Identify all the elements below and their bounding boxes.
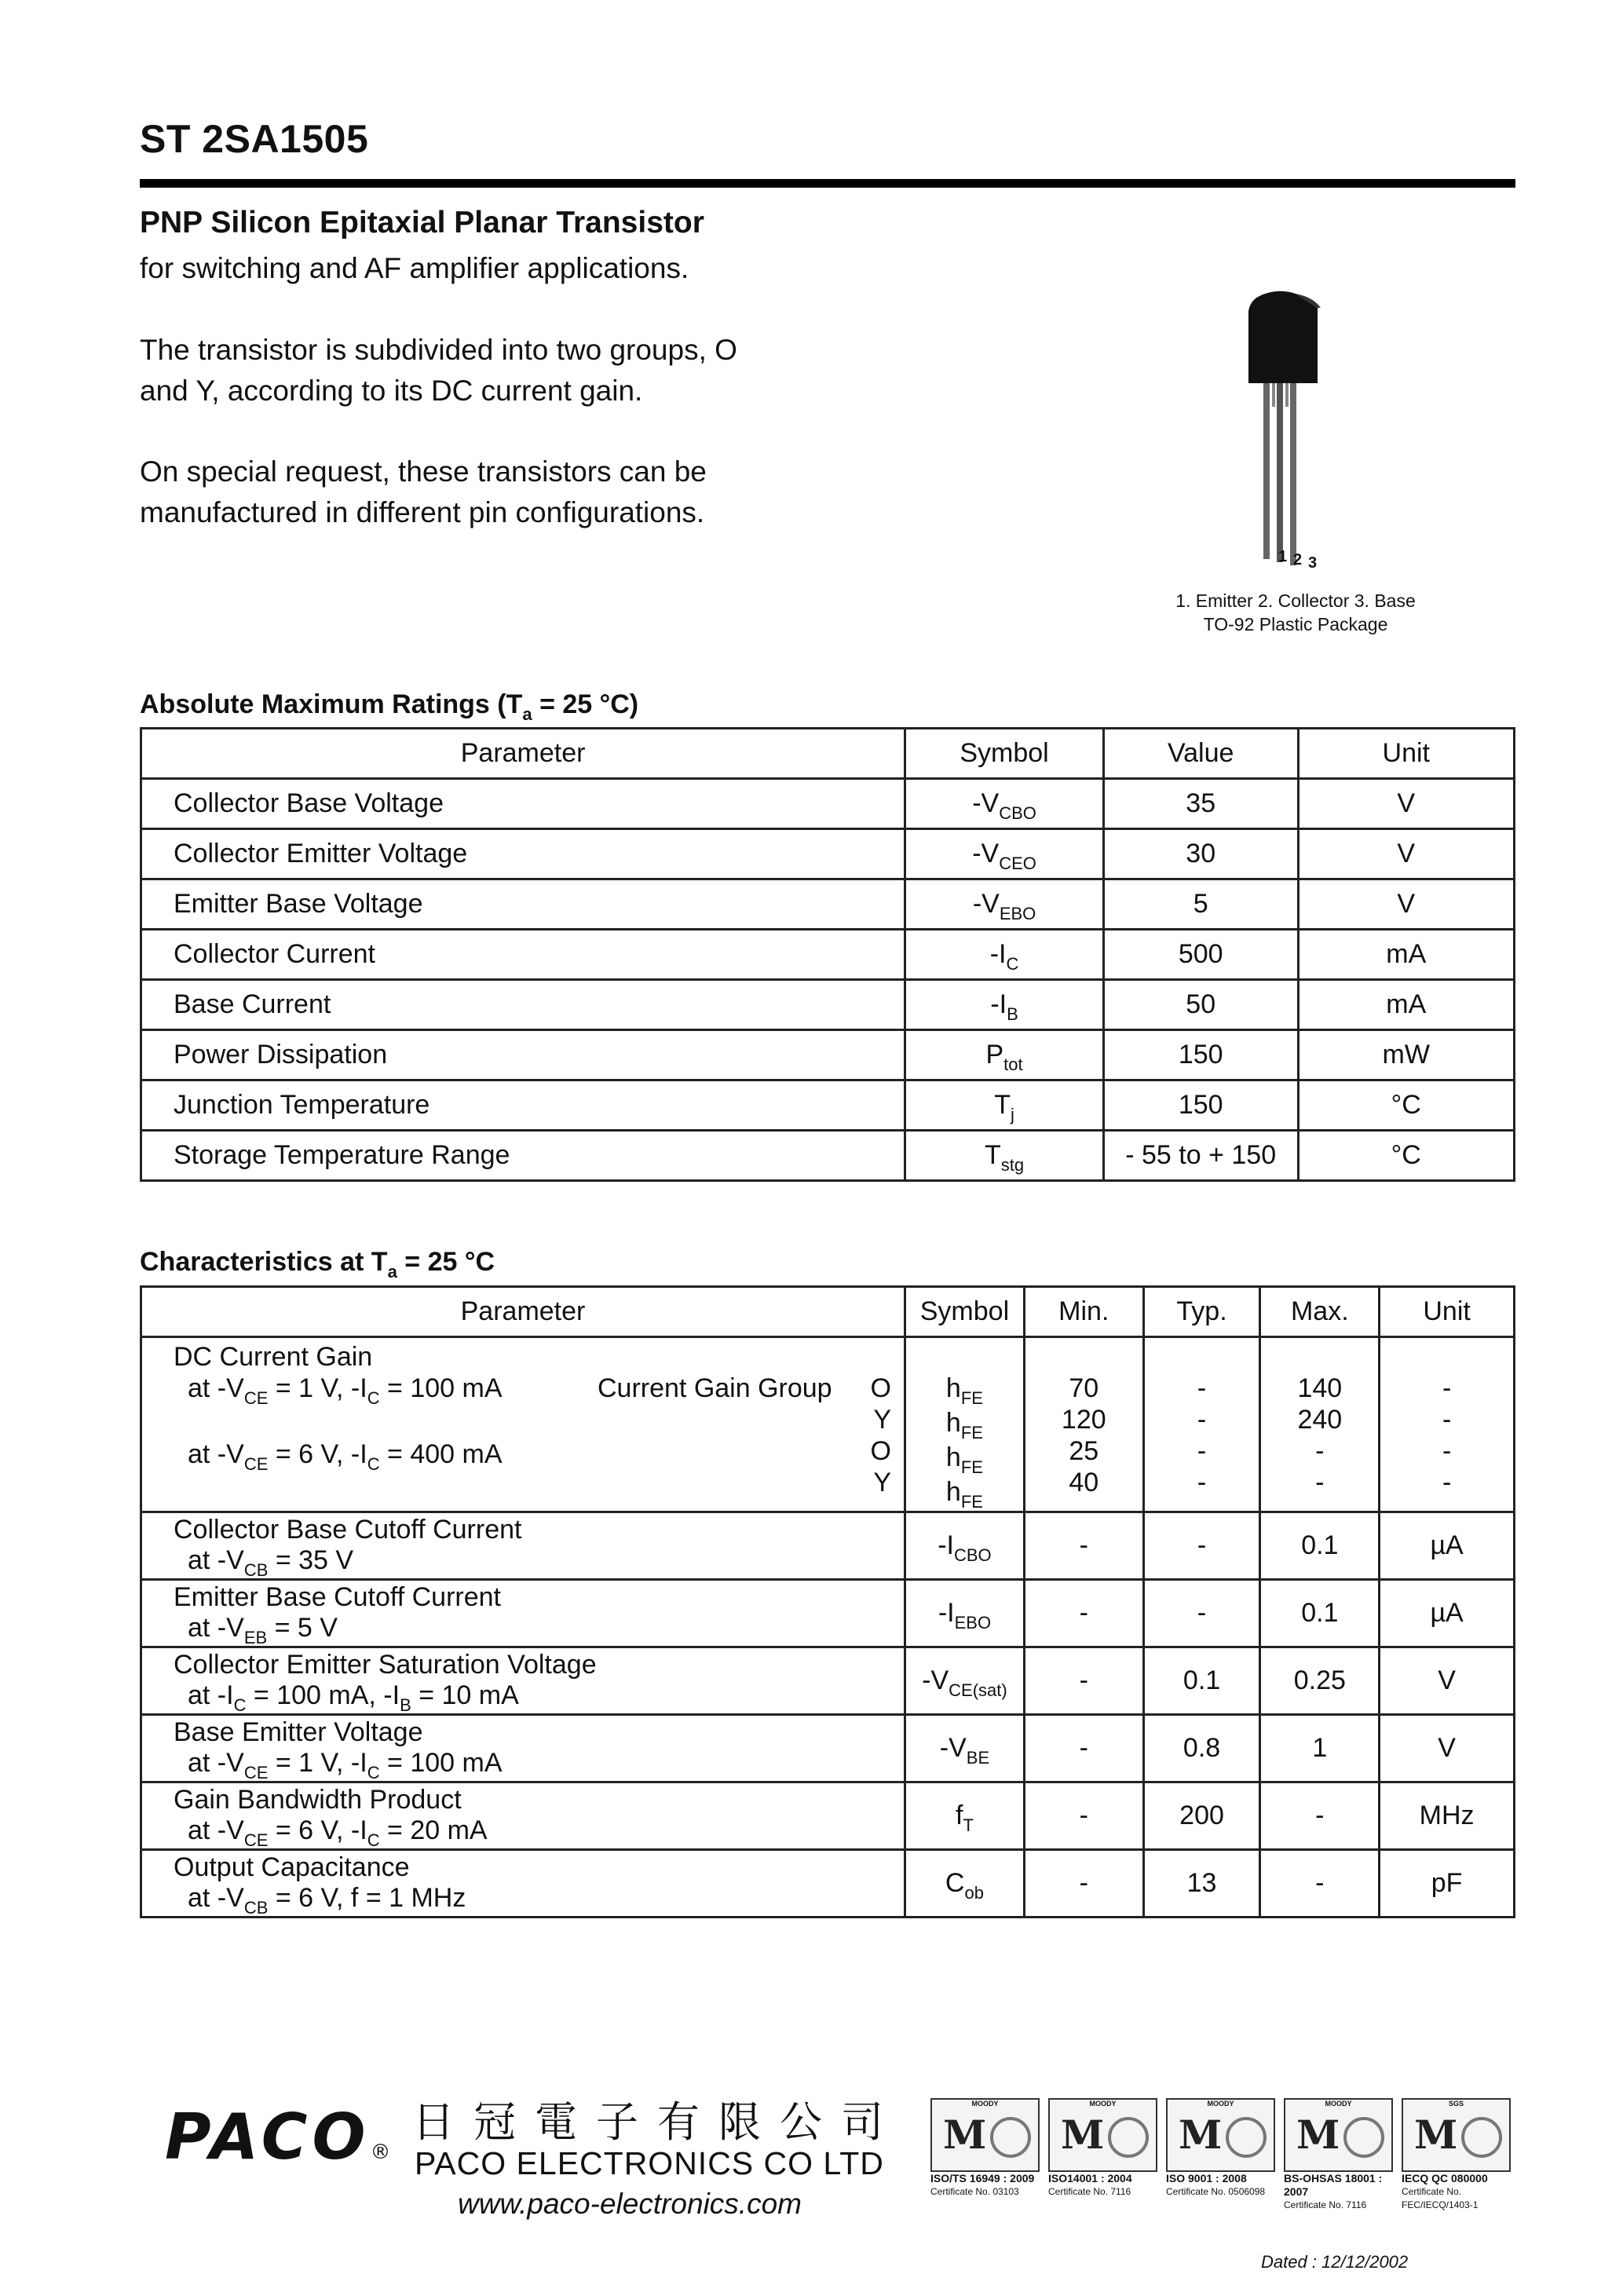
certification-badge: MOODY M ISO 9001 : 2008 Certificate No. 0506098 [1166,2098,1284,2199]
groups-line-2: and Y, according to its DC current gain. [140,375,643,407]
dc-gain-symbol: $h_{FE}$ $h_{FE}$ $h_{FE}$ $h_{FE}$ [905,1337,1025,1512]
characteristics-header-cell: Parameter [141,1287,905,1337]
characteristic-unit: pF [1380,1850,1515,1918]
rating-value: - 55 to + 150 [1103,1131,1298,1181]
characteristic-max: 0.25 [1260,1647,1380,1715]
rating-value: 50 [1103,980,1298,1030]
characteristic-min: - [1024,1580,1143,1647]
rating-value: 150 [1103,1080,1298,1131]
characteristics-header-cell: Unit [1380,1287,1515,1337]
characteristic-typ: 0.8 [1143,1715,1260,1782]
ratings-header-cell: Unit [1298,729,1515,779]
gain-group-label: Current Gain Group [598,1373,832,1403]
rating-unit: °C [1298,1131,1515,1181]
paco-logo: PACO® [165,2100,391,2174]
rating-parameter: Emitter Base Voltage [141,879,905,930]
characteristic-symbol: $-V_{BE}$ [905,1715,1025,1782]
characteristics-header-cell: Max. [1260,1287,1380,1337]
characteristics-row [141,1580,1515,1647]
title-rule [140,179,1515,188]
pin-1-label: 1 [1278,548,1288,565]
dc-gain-max: 140 240 - - [1260,1337,1380,1512]
characteristics-header-cell: Min. [1024,1287,1143,1337]
characteristics-header-cell: Symbol [905,1287,1025,1337]
chinese-company-name: 日冠電子有限公司 [412,2097,902,2147]
characteristic-min: - [1024,1647,1143,1715]
pin-config-line-2: manufactured in different pin configurations. [140,496,705,528]
ratings-row [141,829,1515,879]
rating-parameter: Base Current [141,980,905,1030]
rating-symbol: $-I_C$ [905,930,1104,980]
pin-2-label: 2 [1293,551,1303,569]
ratings-row [141,1030,1515,1080]
characteristics-row [141,1715,1515,1782]
characteristic-parameter: Gain Bandwidth Product at $-V_{CE} = 6$ V, $-I_C = 20$ mA [141,1782,905,1850]
characteristic-typ: 200 [1143,1782,1260,1850]
ratings-header-cell: Symbol [905,729,1104,779]
company-website: www.paco-electronics.com [458,2188,802,2220]
characteristics-row [141,1850,1515,1918]
svg-text:M: M [1179,2111,1223,2158]
rating-symbol: $-V_{CBO}$ [905,779,1104,829]
ratings-table [140,727,1515,1182]
rating-parameter: Storage Temperature Range [141,1131,905,1181]
pin-caption: 1. Emitter 2. Collector 3. Base [1175,590,1416,611]
groups-paragraph [140,330,737,411]
rating-symbol: $-V_{EBO}$ [905,879,1104,930]
ratings-row [141,1131,1515,1181]
rating-parameter: Junction Temperature [141,1080,905,1131]
characteristic-min: - [1024,1782,1143,1850]
characteristic-symbol: $f_T$ [905,1782,1025,1850]
dc-gain-unit: - - - - [1380,1337,1515,1512]
certification-badge: SGS M IECQ QC 080000 Certificate No. FEC/IECQ/1403-1 [1402,2098,1519,2212]
dated-label: Dated : 12/12/2002 [1261,2252,1409,2272]
dc-gain-parameter: DC Current Gain at $-V_{CE} = 1$ V, $-I_C = 100$ mA at $-V_{CE} = 6$ V, $-I_C = 400$ mA Current Gain Group O Y O Y [141,1337,905,1512]
characteristic-unit: µA [1380,1580,1515,1647]
characteristic-min: - [1024,1512,1143,1580]
pin-config-paragraph [140,452,707,533]
pin-3-label: 3 [1308,554,1318,572]
rating-symbol: $T_{stg}$ [905,1131,1104,1181]
characteristic-unit: V [1380,1647,1515,1715]
rating-value: 150 [1103,1030,1298,1080]
certification-mark-icon: SGS M [1402,2098,1511,2172]
svg-text:M: M [1414,2111,1458,2158]
ratings-title: Absolute Maximum Ratings ($T_a = 25$ °C) [140,689,639,724]
rating-symbol: $-V_{CEO}$ [905,829,1104,879]
ratings-header-row [141,729,1515,779]
ratings-header-cell: Parameter [141,729,905,779]
characteristic-unit: µA [1380,1512,1515,1580]
ratings-row [141,930,1515,980]
pin-config-line-1: On special request, these transistors can be [140,455,707,488]
characteristics-table [140,1285,1515,1918]
rating-value: 30 [1103,829,1298,879]
characteristics-row [141,1647,1515,1715]
rating-unit: mW [1298,1030,1515,1080]
rating-unit: mA [1298,930,1515,980]
characteristic-symbol: $-I_{EBO}$ [905,1580,1025,1647]
rating-value: 5 [1103,879,1298,930]
dc-gain-row [141,1337,1515,1512]
characteristics-header-row [141,1287,1515,1337]
dc-gain-typ: - - - - [1143,1337,1260,1512]
to92-package-icon [1225,291,1366,581]
page-title: ST 2SA1505 [140,117,369,161]
company-name: PACO ELECTRONICS CO LTD [415,2145,884,2181]
characteristic-typ: - [1143,1580,1260,1647]
ratings-row [141,980,1515,1030]
gain-group-letters: O Y O Y [870,1373,891,1497]
rating-parameter: Collector Current [141,930,905,980]
svg-text:M: M [1061,2111,1105,2158]
characteristic-min: - [1024,1850,1143,1918]
rating-symbol: $T_j$ [905,1080,1104,1131]
characteristic-min: - [1024,1715,1143,1782]
ratings-header-cell: Value [1103,729,1298,779]
characteristic-parameter: Collector Emitter Saturation Voltage at $-I_C = 100$ mA, $-I_B = 10$ mA [141,1647,905,1715]
package-caption: TO-92 Plastic Package [1203,614,1388,634]
ratings-row [141,779,1515,829]
characteristic-typ: - [1143,1512,1260,1580]
characteristic-symbol: $-V_{CE(sat)}$ [905,1647,1025,1715]
product-subtitle: PNP Silicon Epitaxial Planar Transistor [140,206,704,239]
rating-parameter: Collector Base Voltage [141,779,905,829]
rating-value: 35 [1103,779,1298,829]
characteristic-parameter: Output Capacitance at $-V_{CB} = 6$ V, f = 1 MHz [141,1850,905,1918]
rating-symbol: $P_{tot}$ [905,1030,1104,1080]
characteristic-max: - [1260,1782,1380,1850]
characteristic-unit: V [1380,1715,1515,1782]
svg-text:M: M [943,2111,987,2158]
characteristic-typ: 13 [1143,1850,1260,1918]
rating-value: 500 [1103,930,1298,980]
characteristics-row [141,1782,1515,1850]
groups-line-1: The transistor is subdivided into two groups, O [140,334,737,366]
rating-unit: V [1298,779,1515,829]
characteristic-parameter: Emitter Base Cutoff Current at $-V_{EB} = 5$ V [141,1580,905,1647]
ratings-row [141,1080,1515,1131]
certification-badge: MOODY M BS-OHSAS 18001 : 2007 Certificate No. 7116 [1284,2098,1402,2212]
certification-badge: MOODY M ISO/TS 16949 : 2009 Certificate No. 03103 [930,2098,1048,2199]
rating-unit: °C [1298,1080,1515,1131]
characteristic-parameter: Collector Base Cutoff Current at $-V_{CB} = 35$ V [141,1512,905,1580]
rating-parameter: Power Dissipation [141,1030,905,1080]
application-line: for switching and AF amplifier applications. [140,252,689,284]
characteristic-unit: MHz [1380,1782,1515,1850]
characteristic-symbol: $C_{ob}$ [905,1850,1025,1918]
certification-mark-icon: MOODY M [1048,2098,1157,2172]
rating-unit: mA [1298,980,1515,1030]
characteristic-typ: 0.1 [1143,1647,1260,1715]
rating-unit: V [1298,879,1515,930]
characteristics-row [141,1512,1515,1580]
characteristic-max: 0.1 [1260,1512,1380,1580]
characteristics-header-cell: Typ. [1143,1287,1260,1337]
characteristic-max: 1 [1260,1715,1380,1782]
certification-mark-icon: MOODY M [1166,2098,1275,2172]
certification-badge: MOODY M ISO14001 : 2004 Certificate No. 7116 [1048,2098,1166,2199]
rating-parameter: Collector Emitter Voltage [141,829,905,879]
rating-symbol: $-I_B$ [905,980,1104,1030]
characteristic-max: - [1260,1850,1380,1918]
certification-mark-icon: MOODY M [1284,2098,1393,2172]
characteristic-max: 0.1 [1260,1580,1380,1647]
rating-unit: V [1298,829,1515,879]
dc-gain-min: 70 120 25 40 [1024,1337,1143,1512]
ratings-row [141,879,1515,930]
svg-text:M: M [1296,2111,1340,2158]
characteristic-parameter: Base Emitter Voltage at $-V_{CE} = 1$ V, $-I_C = 100$ mA [141,1715,905,1782]
certification-mark-icon: MOODY M [930,2098,1040,2172]
characteristic-symbol: $-I_{CBO}$ [905,1512,1025,1580]
characteristics-title: Characteristics at $T_a = 25$ °C [140,1247,495,1281]
